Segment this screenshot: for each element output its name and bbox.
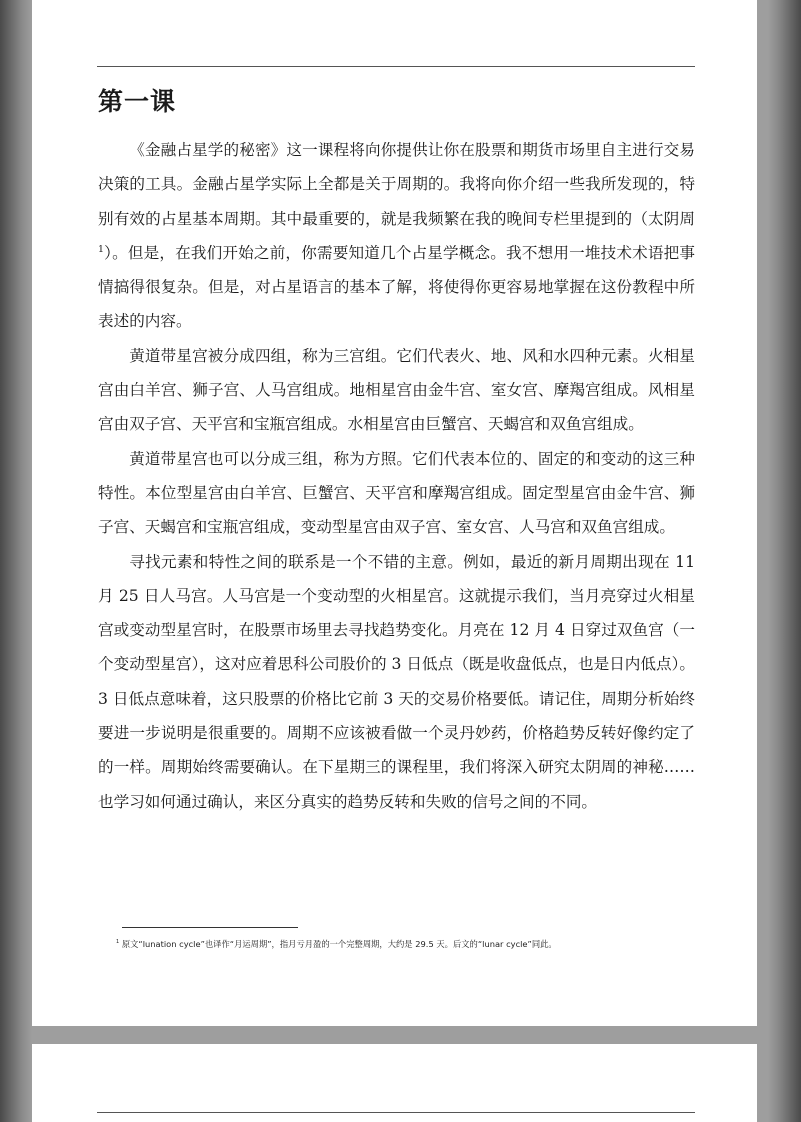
document-page-2	[32, 1044, 757, 1122]
header-rule	[97, 66, 695, 67]
footnote-text: 原文“lunation cycle”也译作“月运周期”，指月亏月盈的一个完整周期，大约是 29.5 天。后文的“lunar cycle”同此。	[121, 939, 557, 949]
paragraph-3: 黄道带星宫也可以分成三组，称为方照。它们代表本位的、固定的和变动的这三种特性。本位型星宫由白羊宫、巨蟹宫、天平宫和摩羯宫组成。固定型星宫由金牛宫、狮子宫、天蝎宫和宝瓶宫组成，变动型星宫由双子宫、室女宫、人马宫和双鱼宫组成。	[98, 449, 695, 537]
paragraph-1	[98, 133, 695, 339]
header-rule-page-2	[97, 1112, 695, 1113]
lesson-body	[98, 133, 695, 819]
paragraph-2: 黄道带星宫被分成四组，称为三宫组。它们代表火、地、风和水四种元素。火相星宫由白羊宫、狮子宫、人马宫组成。地相星宫由金牛宫、室女宫、摩羯宫组成。风相星宫由双子宫、天平宫和宝瓶宫组成。水相星宫由巨蟹宫、天蝎宫和双鱼宫组成。	[98, 346, 695, 434]
footnote	[116, 937, 716, 951]
document-page-1	[32, 0, 757, 1026]
paragraph-1-text-b: ）。但是，在我们开始之前，你需要知道几个占星学概念。我不想用一堆技术术语把事情搞得很复杂。但是，对占星语言的基本了解，将使得你更容易地掌握在这份教程中所表述的内容。	[98, 243, 695, 331]
paragraph-4: 寻找元素和特性之间的联系是一个不错的主意。例如，最近的新月周期出现在 11 月 25 日人马宫。人马宫是一个变动型的火相星宫。这就提示我们，当月亮穿过火相星宫或变动型星宫时，在股票市场里去寻找趋势变化。月亮在 12 月 4 日穿过双鱼宫（一个变动型星宫），这对应着思科公司股价的 3 日低点（既是收盘低点，也是日内低点）。3 日低点意味着，这只股票的价格比它前 3 天的交易价格要低。请记住，周期分析始终要进一步说明是很重要的。周期不应该被看做一个灵丹妙药，价格趋势反转好像约定了的一样。周期始终需要确认。在下星期三的课程里，我们将深入研究太阴周的神秘……也学习如何通过确认，来区分真实的趋势反转和失败的信号之间的不同。	[98, 552, 695, 811]
footnote-marker: 1	[116, 939, 120, 946]
footnote-separator	[122, 927, 298, 928]
paragraph-1-text-a: 《金融占星学的秘密》这一课程将向你提供让你在股票和期货市场里自主进行交易决策的工具。金融占星学实际上全都是关于周期的。我将向你介绍一些我所发现的，特别有效的占星基本周期。其中最重要的，就是我频繁在我的晚间专栏里提到的（太阴周	[98, 141, 695, 228]
footnote-reference: 1	[98, 243, 104, 255]
lesson-title: 第一课	[98, 87, 177, 116]
